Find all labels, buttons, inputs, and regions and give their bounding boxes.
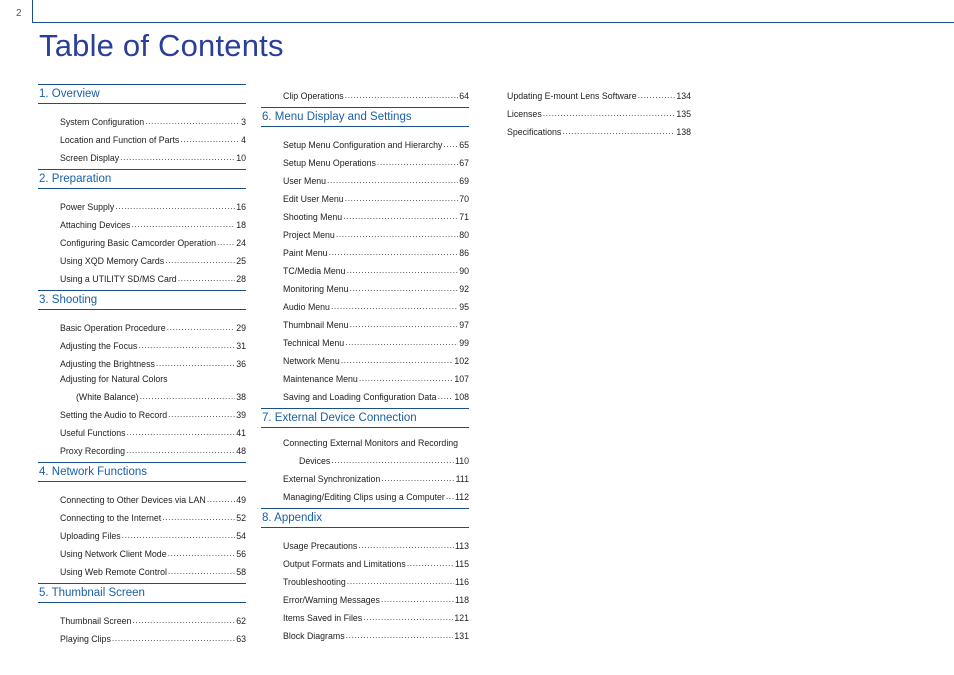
toc-entry-label: Project Menu — [283, 230, 335, 240]
leader-dots — [377, 156, 458, 168]
toc-entry-label: Setting the Audio to Record — [60, 410, 168, 420]
toc-entry-label: Maintenance Menu — [283, 374, 358, 384]
toc-entry-label: Basic Operation Procedure — [60, 323, 166, 333]
leader-dots — [346, 629, 454, 641]
toc-entry-page: 99 — [459, 338, 469, 348]
toc-entry-label: Proxy Recording — [60, 446, 126, 456]
toc-entry[interactable] — [60, 213, 246, 231]
toc-entry[interactable] — [60, 128, 246, 146]
toc-entry-page: 67 — [459, 158, 469, 168]
section-heading[interactable]: 7. External Device Connection — [261, 408, 469, 428]
toc-entry[interactable] — [507, 120, 691, 138]
toc-entry-page: 56 — [236, 549, 246, 559]
leader-dots — [347, 264, 459, 276]
toc-column-3 — [506, 84, 691, 143]
toc-entry-label: Monitoring Menu — [283, 284, 349, 294]
toc-entry-page: 107 — [454, 374, 469, 384]
leader-dots — [115, 200, 235, 212]
continued-entries — [261, 84, 469, 107]
leader-dots — [140, 390, 236, 402]
toc-entry[interactable] — [283, 467, 469, 485]
toc-entry[interactable] — [283, 606, 469, 624]
section-heading[interactable]: 2. Preparation — [38, 169, 246, 189]
toc-entry-label: Licenses — [507, 109, 542, 119]
toc-entry[interactable] — [60, 524, 246, 542]
leader-dots — [120, 151, 235, 163]
toc-entry-page: 63 — [236, 634, 246, 644]
toc-entry-label: Playing Clips — [60, 634, 111, 644]
toc-entry[interactable] — [283, 624, 469, 642]
toc-entry-label: External Synchronization — [283, 474, 381, 484]
section-entries — [38, 104, 246, 169]
toc-entry-label-continued: Devices — [299, 456, 331, 466]
toc-entry-page: 62 — [236, 616, 246, 626]
toc-entry-label: Using XQD Memory Cards — [60, 256, 165, 266]
toc-entry[interactable] — [283, 349, 469, 367]
toc-entry[interactable] — [283, 259, 469, 277]
toc-entry-label: Audio Menu — [283, 302, 330, 312]
toc-entry[interactable] — [60, 352, 246, 370]
toc-entry-label: Using a UTILITY SD/MS Card — [60, 274, 177, 284]
section-entries — [38, 310, 246, 462]
leader-dots — [165, 254, 235, 266]
toc-entry-label: Configuring Basic Camcorder Operation — [60, 238, 216, 248]
leader-dots — [168, 565, 235, 577]
toc-entry-page: 18 — [236, 220, 246, 230]
toc-entry-page: 97 — [459, 320, 469, 330]
leader-dots — [126, 444, 235, 456]
leader-dots — [178, 272, 236, 284]
leader-dots — [543, 107, 676, 119]
toc-entry-page: 71 — [459, 212, 469, 222]
toc-entry-page: 3 — [241, 117, 246, 127]
toc-entry-page: 110 — [454, 456, 469, 466]
toc-entry-page: 95 — [459, 302, 469, 312]
toc-entry-label: Location and Function of Parts — [60, 135, 180, 145]
leader-dots — [443, 138, 458, 150]
leader-dots — [132, 614, 235, 626]
toc-entry-label: Items Saved in Files — [283, 613, 363, 623]
toc-entry-label: Error/Warning Messages — [283, 595, 380, 605]
toc-entry-label: Connecting to the Internet — [60, 513, 162, 523]
toc-entry[interactable] — [60, 439, 246, 457]
toc-entry-page: 70 — [459, 194, 469, 204]
leader-dots — [327, 174, 458, 186]
toc-entry[interactable] — [283, 534, 469, 552]
leader-dots — [381, 472, 454, 484]
toc-entry-label: Shooting Menu — [283, 212, 343, 222]
section-heading[interactable]: 6. Menu Display and Settings — [261, 107, 469, 127]
toc-entry-page: 108 — [454, 392, 469, 402]
toc-entry-label: Using Web Remote Control — [60, 567, 167, 577]
toc-column-2 — [261, 84, 469, 647]
toc-entry-label: Adjusting the Focus — [60, 341, 138, 351]
toc-entry[interactable] — [60, 506, 246, 524]
toc-entry-label: Attaching Devices — [60, 220, 131, 230]
toc-entry-label: Output Formats and Limitations — [283, 559, 406, 569]
toc-entry-page: 16 — [236, 202, 246, 212]
toc-entry[interactable] — [60, 334, 246, 352]
toc-entry-label: Thumbnail Menu — [283, 320, 349, 330]
header-vertical-rule — [32, 0, 33, 23]
toc-entry-page: 41 — [236, 428, 246, 438]
toc-entry[interactable] — [60, 195, 246, 213]
toc-entry-page: 134 — [676, 91, 691, 101]
toc-entry-label: Usage Precautions — [283, 541, 358, 551]
toc-entry-page: 113 — [454, 541, 469, 551]
toc-entry-label: Thumbnail Screen — [60, 616, 132, 626]
toc-entry-page: 58 — [236, 567, 246, 577]
toc-entry-label: Setup Menu Configuration and Hierarchy — [283, 140, 443, 150]
toc-entry-label: Specifications — [507, 127, 562, 137]
toc-entry[interactable] — [60, 370, 246, 403]
leader-dots — [127, 426, 236, 438]
toc-entry-page: 111 — [455, 474, 469, 484]
toc-entry-page: 65 — [459, 140, 469, 150]
leader-dots — [345, 89, 459, 101]
toc-entry[interactable] — [60, 231, 246, 249]
toc-entry-label: Power Supply — [60, 202, 115, 212]
leader-dots — [168, 547, 236, 559]
leader-dots — [167, 321, 236, 333]
toc-entry[interactable] — [283, 169, 469, 187]
leader-dots — [363, 611, 453, 623]
section-heading[interactable]: 4. Network Functions — [38, 462, 246, 482]
toc-entry-page: 86 — [459, 248, 469, 258]
leader-dots — [217, 236, 235, 248]
toc-entry[interactable] — [60, 488, 246, 506]
toc-entry-page: 112 — [454, 492, 469, 502]
toc-entry[interactable] — [60, 146, 246, 164]
toc-entry[interactable] — [60, 609, 246, 627]
toc-entry-page: 4 — [241, 135, 246, 145]
toc-entry-label: Troubleshooting — [283, 577, 346, 587]
toc-entry-label: Connecting External Monitors and Recording — [283, 438, 459, 448]
toc-entry-page: 54 — [236, 531, 246, 541]
toc-entry-page: 138 — [676, 127, 691, 137]
toc-entry-page: 36 — [236, 359, 246, 369]
toc-entry-page: 49 — [236, 495, 246, 505]
section-heading[interactable]: 5. Thumbnail Screen — [38, 583, 246, 603]
toc-entry[interactable] — [507, 102, 691, 120]
leader-dots — [331, 454, 454, 466]
toc-entry-page: 80 — [459, 230, 469, 240]
leader-dots — [359, 372, 453, 384]
page-title: Table of Contents — [39, 28, 284, 63]
toc-entry-label: Managing/Editing Clips using a Computer — [283, 492, 445, 502]
leader-dots — [180, 133, 240, 145]
section-entries — [261, 528, 469, 647]
toc-entry-page: 90 — [459, 266, 469, 276]
leader-dots — [336, 228, 458, 240]
toc-entry[interactable] — [507, 84, 691, 102]
toc-entry[interactable] — [60, 542, 246, 560]
toc-entry[interactable] — [283, 205, 469, 223]
toc-entry[interactable] — [60, 403, 246, 421]
section-heading[interactable]: 1. Overview — [38, 84, 246, 104]
toc-entry-label: TC/Media Menu — [283, 266, 346, 276]
toc-entry[interactable] — [283, 84, 469, 102]
toc-entry-page: 31 — [236, 341, 246, 351]
toc-entry[interactable] — [283, 295, 469, 313]
leader-dots — [345, 192, 459, 204]
toc-entry-page: 28 — [236, 274, 246, 284]
toc-entry-page: 48 — [236, 446, 246, 456]
toc-entry-page: 118 — [454, 595, 469, 605]
leader-dots — [345, 336, 458, 348]
toc-entry-page: 121 — [454, 613, 469, 623]
toc-entry-label: Block Diagrams — [283, 631, 345, 641]
leader-dots — [329, 246, 459, 258]
toc-entry[interactable] — [60, 560, 246, 578]
leader-dots — [341, 354, 454, 366]
leader-dots — [438, 390, 454, 402]
toc-entry-label: Adjusting for Natural Colors — [60, 374, 168, 384]
toc-entry-page: 39 — [236, 410, 246, 420]
section-heading[interactable]: 3. Shooting — [38, 290, 246, 310]
toc-entry-label: System Configuration — [60, 117, 145, 127]
leader-dots — [350, 318, 459, 330]
toc-entry[interactable] — [60, 267, 246, 285]
section-entries — [261, 127, 469, 408]
section-heading[interactable]: 8. Appendix — [261, 508, 469, 528]
leader-dots — [122, 529, 236, 541]
toc-entry-label: Connecting to Other Devices via LAN — [60, 495, 206, 505]
toc-entry[interactable] — [283, 434, 469, 467]
toc-entry-label: Setup Menu Operations — [283, 158, 376, 168]
toc-entry-page: 10 — [236, 153, 246, 163]
leader-dots — [331, 300, 458, 312]
toc-entry-label: Edit User Menu — [283, 194, 344, 204]
toc-entry[interactable] — [283, 570, 469, 588]
leader-dots — [407, 557, 454, 569]
toc-entry[interactable] — [60, 249, 246, 267]
leader-dots — [638, 89, 676, 101]
leader-dots — [131, 218, 235, 230]
toc-entry[interactable] — [283, 331, 469, 349]
toc-entry-page: 52 — [236, 513, 246, 523]
toc-entry[interactable] — [283, 223, 469, 241]
toc-entry-label: Saving and Loading Configuration Data — [283, 392, 437, 402]
section-entries — [38, 482, 246, 583]
toc-entry-page: 115 — [454, 559, 469, 569]
leader-dots — [381, 593, 454, 605]
leader-dots — [446, 490, 454, 502]
leader-dots — [207, 493, 235, 505]
leader-dots — [347, 575, 454, 587]
toc-entry-label: Screen Display — [60, 153, 120, 163]
toc-entry[interactable] — [283, 187, 469, 205]
toc-entry-page: 29 — [236, 323, 246, 333]
toc-entry[interactable] — [283, 241, 469, 259]
leader-dots — [350, 282, 459, 294]
toc-entry-label: Useful Functions — [60, 428, 126, 438]
toc-entry-page: 38 — [236, 392, 246, 402]
toc-entry-page: 69 — [459, 176, 469, 186]
toc-entry-label-continued: (White Balance) — [76, 392, 139, 402]
toc-entry[interactable] — [283, 588, 469, 606]
leader-dots — [145, 115, 240, 127]
toc-entry[interactable] — [283, 277, 469, 295]
toc-column-1 — [38, 84, 246, 650]
toc-entry[interactable] — [283, 552, 469, 570]
toc-entry-label: Uploading Files — [60, 531, 121, 541]
leader-dots — [162, 511, 235, 523]
leader-dots — [112, 632, 235, 644]
toc-entry[interactable] — [283, 313, 469, 331]
toc-entry[interactable] — [283, 485, 469, 503]
toc-entry-label: Network Menu — [283, 356, 340, 366]
toc-entry[interactable] — [283, 385, 469, 403]
leader-dots — [156, 357, 235, 369]
toc-entry-page: 92 — [459, 284, 469, 294]
toc-entry[interactable] — [283, 133, 469, 151]
header-rule — [33, 22, 954, 23]
toc-entry-label: Clip Operations — [283, 91, 344, 101]
leader-dots — [138, 339, 235, 351]
toc-entry-label: Technical Menu — [283, 338, 345, 348]
toc-entry-label: Paint Menu — [283, 248, 328, 258]
section-entries — [38, 603, 246, 650]
toc-entry[interactable] — [283, 151, 469, 169]
continued-entries — [506, 84, 691, 143]
toc-entry[interactable] — [283, 367, 469, 385]
toc-entry-label: Updating E-mount Lens Software — [507, 91, 637, 101]
toc-entry[interactable] — [60, 421, 246, 439]
leader-dots — [168, 408, 235, 420]
section-entries — [261, 428, 469, 508]
toc-entry-label: Using Network Client Mode — [60, 549, 167, 559]
page-number: 2 — [16, 8, 22, 19]
toc-entry-page: 64 — [459, 91, 469, 101]
toc-entry-page: 131 — [454, 631, 469, 641]
toc-entry[interactable] — [60, 627, 246, 645]
toc-entry[interactable] — [60, 110, 246, 128]
toc-entry-page: 116 — [454, 577, 469, 587]
leader-dots — [358, 539, 454, 551]
toc-entry-page: 24 — [236, 238, 246, 248]
toc-entry[interactable] — [60, 316, 246, 334]
toc-entry-page: 135 — [676, 109, 691, 119]
toc-entry-page: 102 — [454, 356, 469, 366]
toc-entry-page: 25 — [236, 256, 246, 266]
section-entries — [38, 189, 246, 290]
leader-dots — [562, 125, 675, 137]
toc-entry-label: Adjusting the Brightness — [60, 359, 155, 369]
toc-entry-label: User Menu — [283, 176, 327, 186]
leader-dots — [343, 210, 458, 222]
